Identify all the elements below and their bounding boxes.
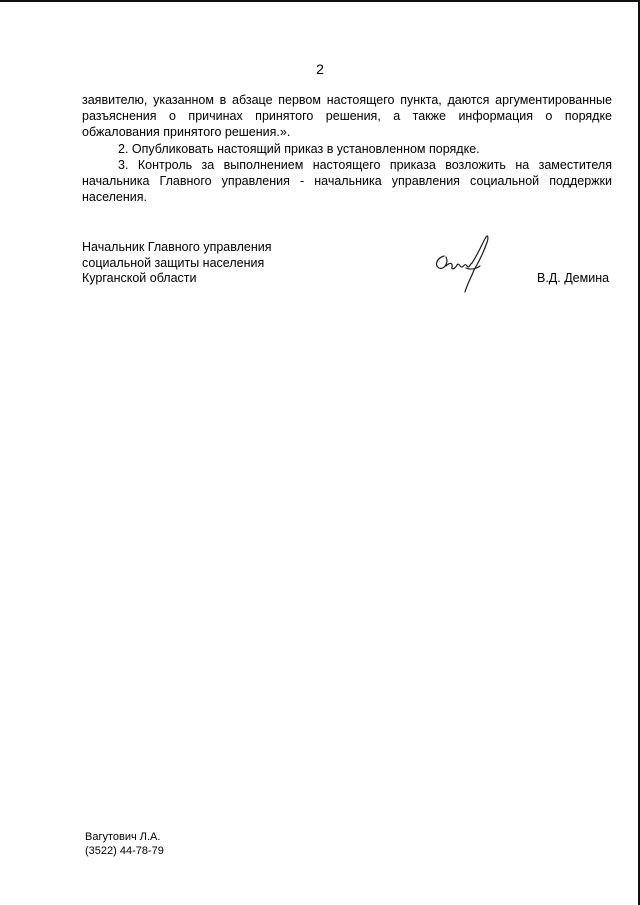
item-3-line-1: 3. Контроль за выполнением настоящего приказа возложить на заместителя <box>118 157 612 172</box>
paragraph-1-line-3: обжалования принятого решения.». <box>82 125 291 140</box>
item-3-line-2: начальника Главного управления - начальника управления социальной поддержки <box>82 174 612 189</box>
position-line-1: Начальник Главного управления <box>82 240 272 254</box>
executor-name: Вагутович Л.А. <box>85 831 161 843</box>
scan-top-edge <box>0 0 640 2</box>
position-line-3: Курганской области <box>82 271 197 285</box>
executor-phone: (3522) 44-78-79 <box>85 845 164 857</box>
signer-name: В.Д. Демина <box>537 271 610 285</box>
handwritten-signature <box>430 232 500 300</box>
page-number: 2 <box>316 61 324 77</box>
paragraph-1-line-1: заявителю, указанном в абзаце первом настоящего пункта, даются аргументированные <box>82 93 612 107</box>
signatory-position <box>82 240 272 287</box>
document-body <box>82 92 612 205</box>
position-line-2: социальной защиты населения <box>82 255 265 270</box>
paragraph-1-line-2: разъяснения о причинах принятого решения, а также информация о порядке <box>82 109 612 124</box>
executor-info <box>85 830 164 858</box>
item-3-line-3: населения. <box>82 190 148 205</box>
item-2: 2. Опубликовать настоящий приказ в установленном порядке. <box>118 141 480 156</box>
